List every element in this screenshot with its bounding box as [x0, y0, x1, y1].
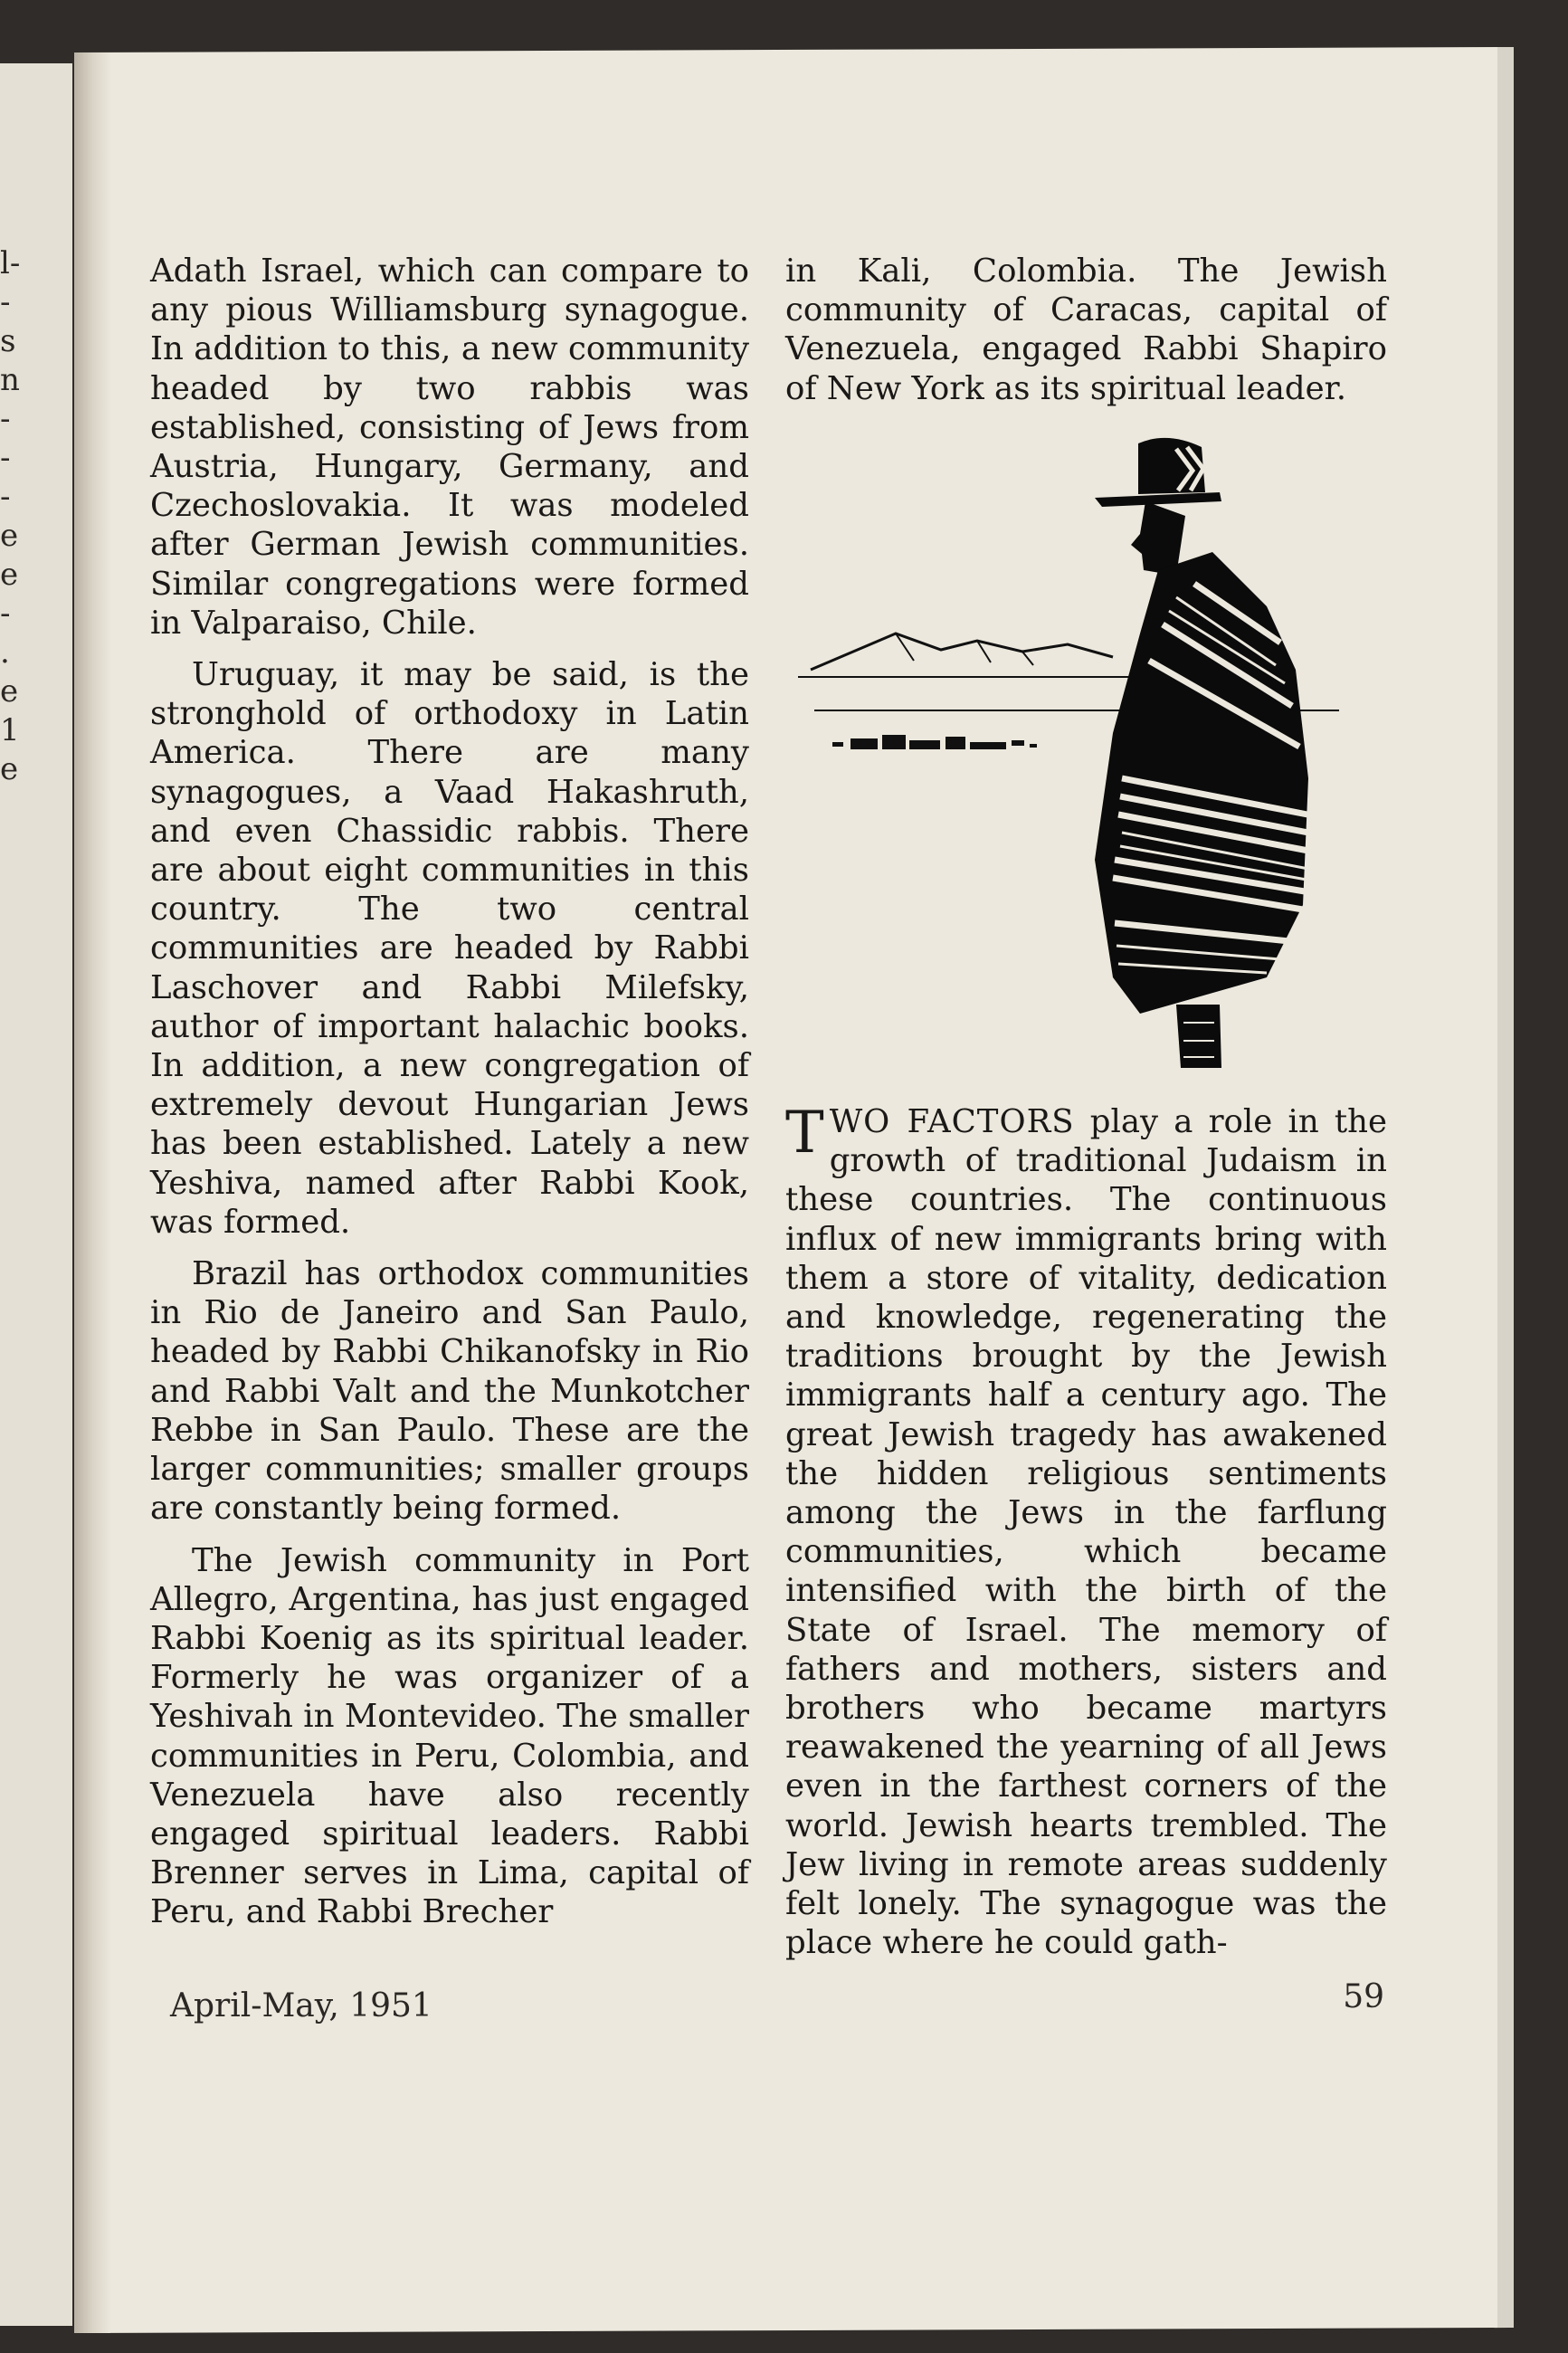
man-in-poncho-illustration [796, 434, 1357, 1086]
drop-cap: T [785, 1100, 824, 1167]
paragraph-text: play a role in the growth of traditional Judaism in these countries. The continuous influx of new immigrants bring with them a store of vitality, dedication and knowledge, regenerating the traditions brought by the Jewish immigrants half a century ago. The great Jewish tragedy has awakened the hidden religious sentiments among the Jews in the farflung communities, which became intensified with the birth of the State of Israel. The memory of fathers and mothers, sisters and brothers who became martyrs reawakened the yearning of all Jews even in the farthest corners of the world. Jewish hearts trembled. The Jew living in remote areas suddenly felt lonely. The synagogue was the place where he could gath- [785, 1103, 1387, 1962]
left-column [150, 252, 749, 1932]
margin-fragment: 1 [0, 712, 20, 748]
paragraph: Uruguay, it may be said, is the stronghold of orthodoxy in Latin America. There are many synagogues, a Vaad Hakashruth, and even Chassidic rabbis. There are about eight communities in this country. The two central communities are headed by Rabbi Laschover and Rabbi Milefsky, author of important halachic books. In addition, a new congregation of extremely devout Hungarian Jews has been established. Lately a new Yeshiva, named after Rabbi Kook, was formed. [150, 656, 749, 1241]
paragraph: Adath Israel, which can compare to any pious Williamsburg synagogue. In addition to this, a new community headed by two rabbis was established, consisting of Jews from Austria, Hungary, Germany, and Czechoslovakia. It was modeled after German Jewish communities. Similar congregations were formed in Valparaiso, Chile. [150, 252, 749, 642]
paragraph: The Jewish community in Port Allegro, Argentina, has just engaged Rabbi Koenig as its spiritual leader. Formerly he was organizer of a Yeshivah in Montevideo. The smaller communities in Peru, Colombia, and Venezuela have also recently engaged spiritual leaders. Rabbi Brenner serves in Lima, capital of Peru, and Rabbi Brecher [150, 1541, 749, 1931]
paragraph: Brazil has orthodox communities in Rio de Janeiro and San Paulo, headed by Rabbi Chikanofsky in Rio and Rabbi Valt and the Munkotcher Rebbe in San Paulo. These are the larger communities; smaller groups are constantly being formed. [150, 1255, 749, 1528]
margin-fragment: - [0, 440, 11, 476]
margin-fragment: n [0, 362, 20, 398]
margin-fragment: - [0, 401, 11, 437]
margin-fragment: e [0, 557, 19, 593]
right-column-top [785, 252, 1387, 408]
margin-fragment: - [0, 479, 11, 515]
issue-date: April-May, 1951 [170, 1987, 432, 2024]
margin-fragment: - [0, 284, 11, 320]
margin-fragment: e [0, 751, 19, 787]
lead-in: WO FACTORS [829, 1103, 1075, 1140]
margin-fragment: - [0, 595, 11, 632]
paragraph [785, 1102, 1387, 1962]
margin-fragment: e [0, 518, 19, 554]
paragraph: in Kali, Colombia. The Jewish community of Caracas, capital of Venezuela, engaged Rabbi Shapiro of New York as its spiritual leader. [785, 252, 1387, 407]
page-number: 59 [1343, 1978, 1384, 2015]
margin-fragment: l- [0, 245, 21, 281]
margin-fragment: . [0, 634, 10, 671]
margin-fragment: e [0, 673, 19, 710]
right-column-bottom [785, 1102, 1387, 1962]
margin-fragment: s [0, 323, 16, 359]
facing-page-margin-text [0, 244, 36, 789]
